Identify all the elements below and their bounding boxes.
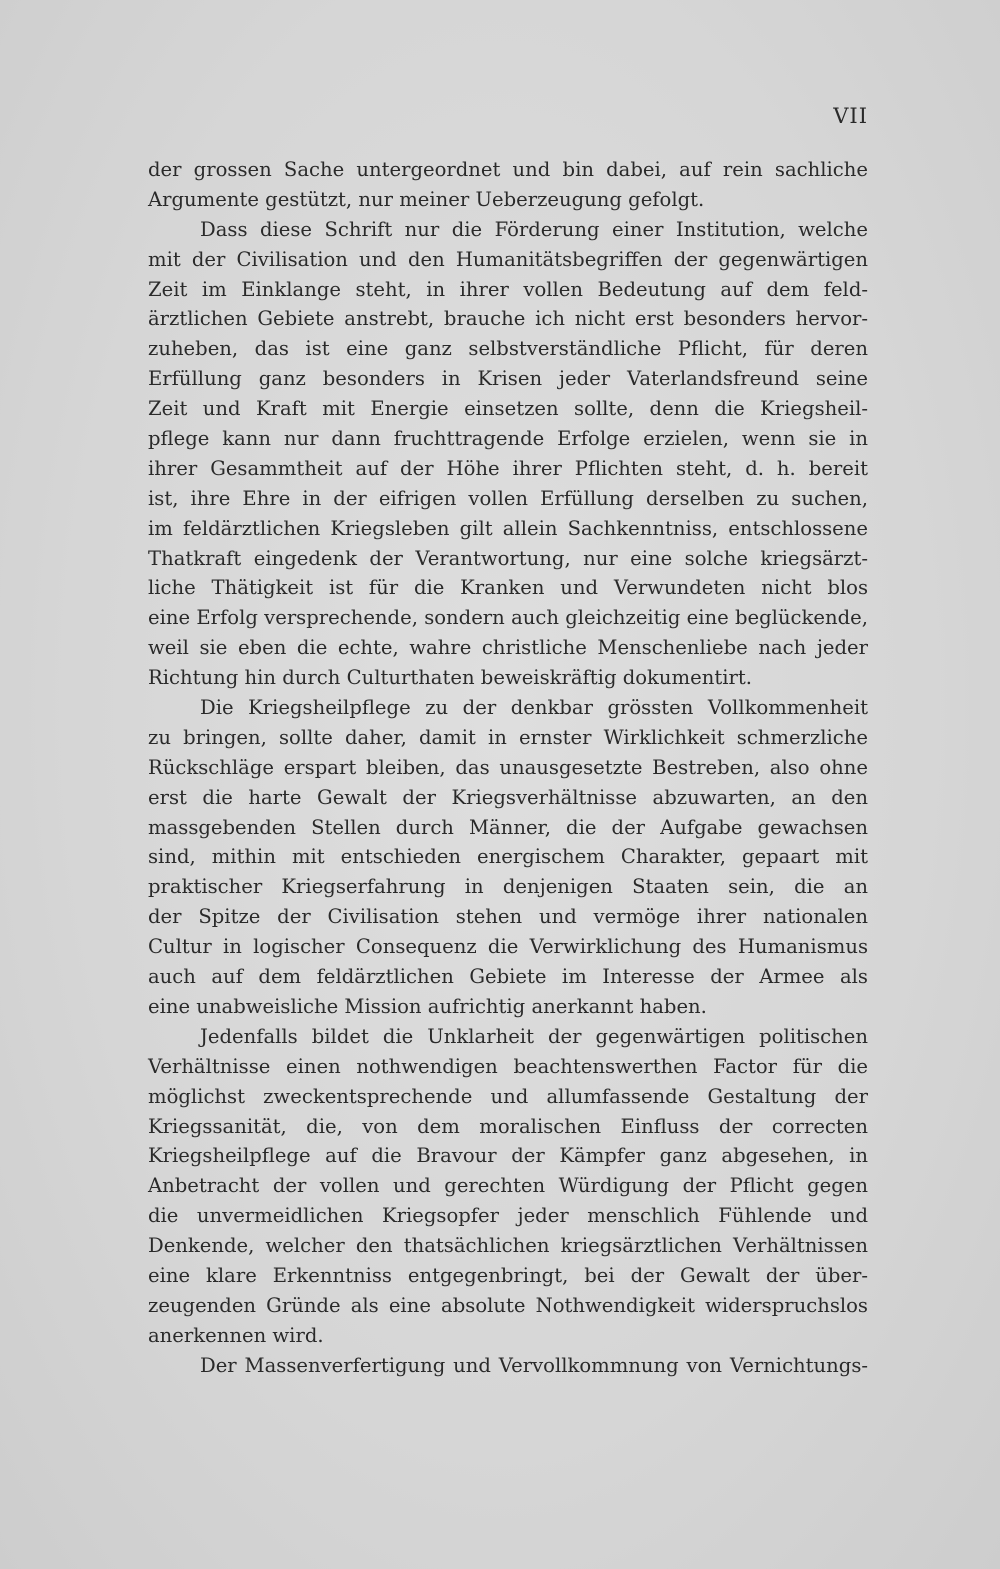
text-line: der grossen Sache untergeordnet und bin dabei, auf rein sachliche (148, 158, 868, 181)
text-line: zu bringen, sollte daher, damit in ernster Wirklichkeit schmerzliche (148, 725, 868, 749)
text-line: anerkennen wird. (148, 1323, 324, 1347)
text-line: die unvermeidlichen Kriegsopfer jeder menschlich Fühlende und (148, 1204, 868, 1228)
page-number: VII (833, 104, 868, 128)
text-line: erst die harte Gewalt der Kriegsverhältnisse abzuwarten, an den (148, 785, 868, 809)
text-line: Die Kriegsheilpflege zu der denkbar grössten Vollkommenheit (200, 696, 868, 720)
text-line: auch auf dem feldärztlichen Gebiete im Interesse der Armee als (148, 965, 868, 989)
text-line: eine klare Erkenntniss entgegenbringt, bei der Gewalt der über- (148, 1263, 868, 1287)
text-line: Der Massenverfertigung und Vervollkommnung von Vernichtungs- (200, 1353, 868, 1377)
text-line: Anbetracht der vollen und gerechten Würdigung der Pflicht gegen (148, 1174, 868, 1198)
text-line: weil sie eben die echte, wahre christliche Menschenliebe nach jeder (148, 636, 868, 660)
text-line: liche Thätigkeit ist für die Kranken und Verwundeten nicht blos (148, 576, 868, 600)
text-line: mit der Civilisation und den Humanitätsbegriffen der gegenwärtigen (148, 247, 868, 271)
text-line: Verhältnisse einen nothwendigen beachtenswerthen Factor für die (148, 1054, 868, 1078)
text-line: der Spitze der Civilisation stehen und vermöge ihrer nationalen (148, 905, 868, 929)
text-line: praktischer Kriegserfahrung in denjenigen Staaten sein, die an (148, 875, 868, 899)
text-line: ärztlichen Gebiete anstrebt, brauche ich nicht erst besonders hervor- (148, 307, 868, 331)
text-line: Cultur in logischer Consequenz die Verwirklichung des Humanismus (148, 935, 868, 959)
text-line: Richtung hin durch Culturthaten beweiskräftig dokumentirt. (148, 666, 752, 690)
text-line: möglichst zweckentsprechende und allumfassende Gestaltung der (148, 1084, 868, 1108)
text-line: zuheben, das ist eine ganz selbstverständliche Pflicht, für deren (148, 337, 868, 361)
text-line: Jedenfalls bildet die Unklarheit der gegenwärtigen politischen (200, 1024, 868, 1048)
text-line: eine Erfolg versprechende, sondern auch gleichzeitig eine beglückende, (148, 606, 868, 630)
text-line: Kriegsheilpflege auf die Bravour der Kämpfer ganz abgesehen, in (148, 1144, 868, 1168)
text-line: Dass diese Schrift nur die Förderung einer Institution, welche (200, 217, 868, 241)
text-line: Kriegssanität, die, von dem moralischen Einfluss der correcten (148, 1114, 868, 1138)
text-line: eine unabweisliche Mission aufrichtig anerkannt haben. (148, 994, 707, 1018)
text-line: Zeit und Kraft mit Energie einsetzen sollte, denn die Kriegsheil- (148, 397, 868, 421)
text-line: Erfüllung ganz besonders in Krisen jeder Vaterlandsfreund seine (148, 367, 868, 391)
text-line: Argumente gestützt, nur meiner Ueberzeugung gefolgt. (148, 187, 705, 211)
text-line: im feldärztlichen Kriegsleben gilt allein Sachkenntniss, entschlossene (148, 516, 868, 540)
text-line: Denkende, welcher den thatsächlichen kriegsärztlichen Verhältnissen (148, 1234, 868, 1258)
text-line: sind, mithin mit entschieden energischem Charakter, gepaart mit (148, 845, 868, 869)
body-text (148, 155, 868, 1381)
text-line: Rückschläge erspart bleiben, das unausgesetzte Bestreben, also ohne (148, 755, 868, 779)
text-line: Zeit im Einklange steht, in ihrer vollen Bedeutung auf dem feld- (148, 277, 868, 301)
text-line: zeugenden Gründe als eine absolute Nothwendigkeit widerspruchslos (148, 1293, 868, 1317)
text-line: ist, ihre Ehre in der eifrigen vollen Erfüllung derselben zu suchen, (148, 486, 868, 510)
text-line: ihrer Gesammtheit auf der Höhe ihrer Pflichten steht, d. h. bereit (148, 456, 868, 480)
text-line: Thatkraft eingedenk der Verantwortung, nur eine solche kriegsärzt- (148, 546, 868, 570)
text-line: pflege kann nur dann fruchttragende Erfolge erzielen, wenn sie in (148, 427, 868, 451)
text-line: massgebenden Stellen durch Männer, die der Aufgabe gewachsen (148, 815, 868, 839)
